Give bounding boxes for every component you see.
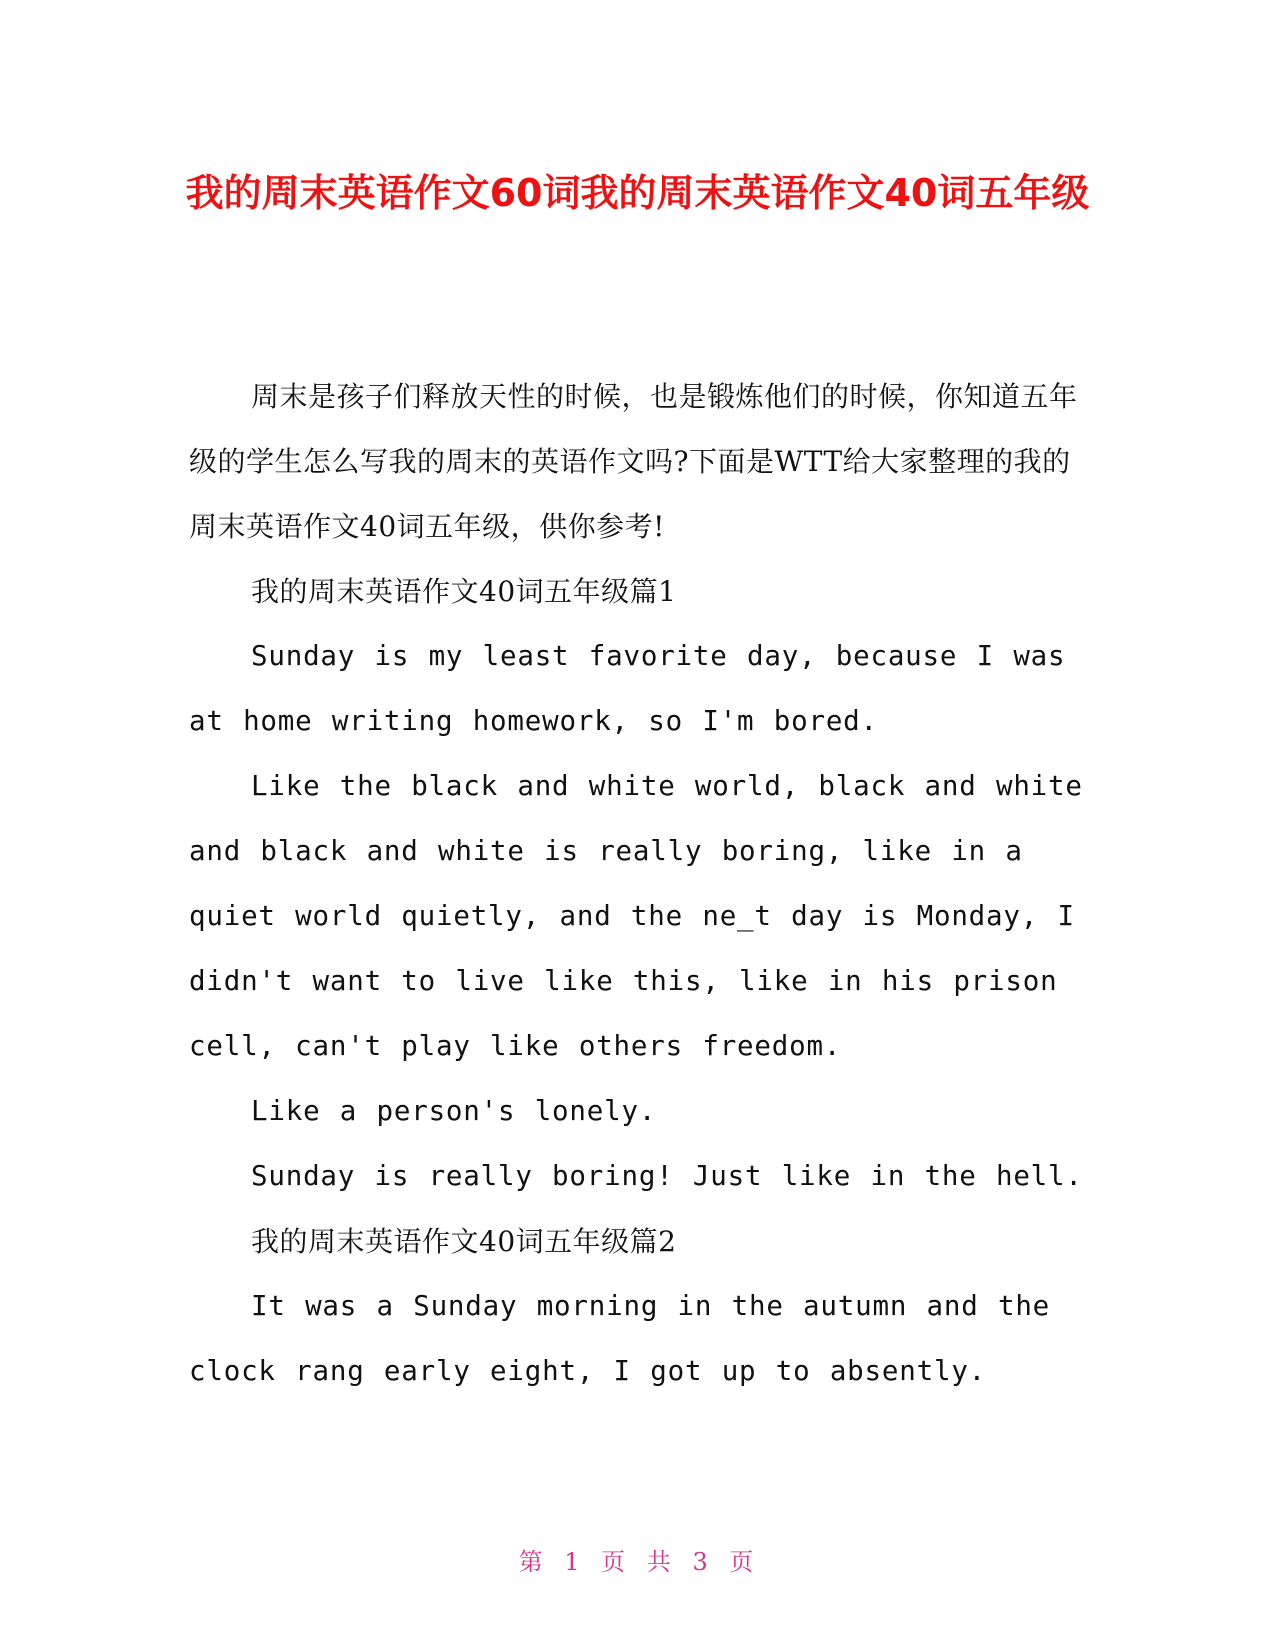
intro-paragraph: 周末是孩子们释放天性的时候，也是锻炼他们的时候，你知道五年级的学生怎么写我的周末的英语作文吗?下面是WTT给大家整理的我的周末英语作文40词五年级，供你参考! [189, 380, 1078, 543]
document-title: 我的周末英语作文60词我的周末英语作文40词五年级 [185, 171, 1090, 215]
section-heading-1: 我的周末英语作文40词五年级篇1 [251, 575, 677, 608]
essay1-paragraph-1: Sunday is my least favorite day, because I was at home writing homework, so I'm bored. [189, 640, 1066, 737]
essay1-paragraph-2: Like the black and white world, black and white and black and white is really boring, like in a quiet world quietly, and the ne_t day is Monday, I didn't want to live like this, like in his prison cell, can't play like others freedom. [189, 770, 1083, 1062]
section-heading-2: 我的周末英语作文40词五年级篇2 [251, 1225, 677, 1258]
essay1-paragraph-4: Sunday is really boring! Just like in the hell. [251, 1160, 1083, 1192]
essay2-paragraph-1: It was a Sunday morning in the autumn and the clock rang early eight, I got up to absently. [189, 1290, 1051, 1387]
essay1-paragraph-3: Like a person's lonely. [251, 1095, 657, 1127]
page-footer: 第 1 页 共 3 页 [518, 1548, 757, 1576]
document-body [189, 364, 1099, 1404]
